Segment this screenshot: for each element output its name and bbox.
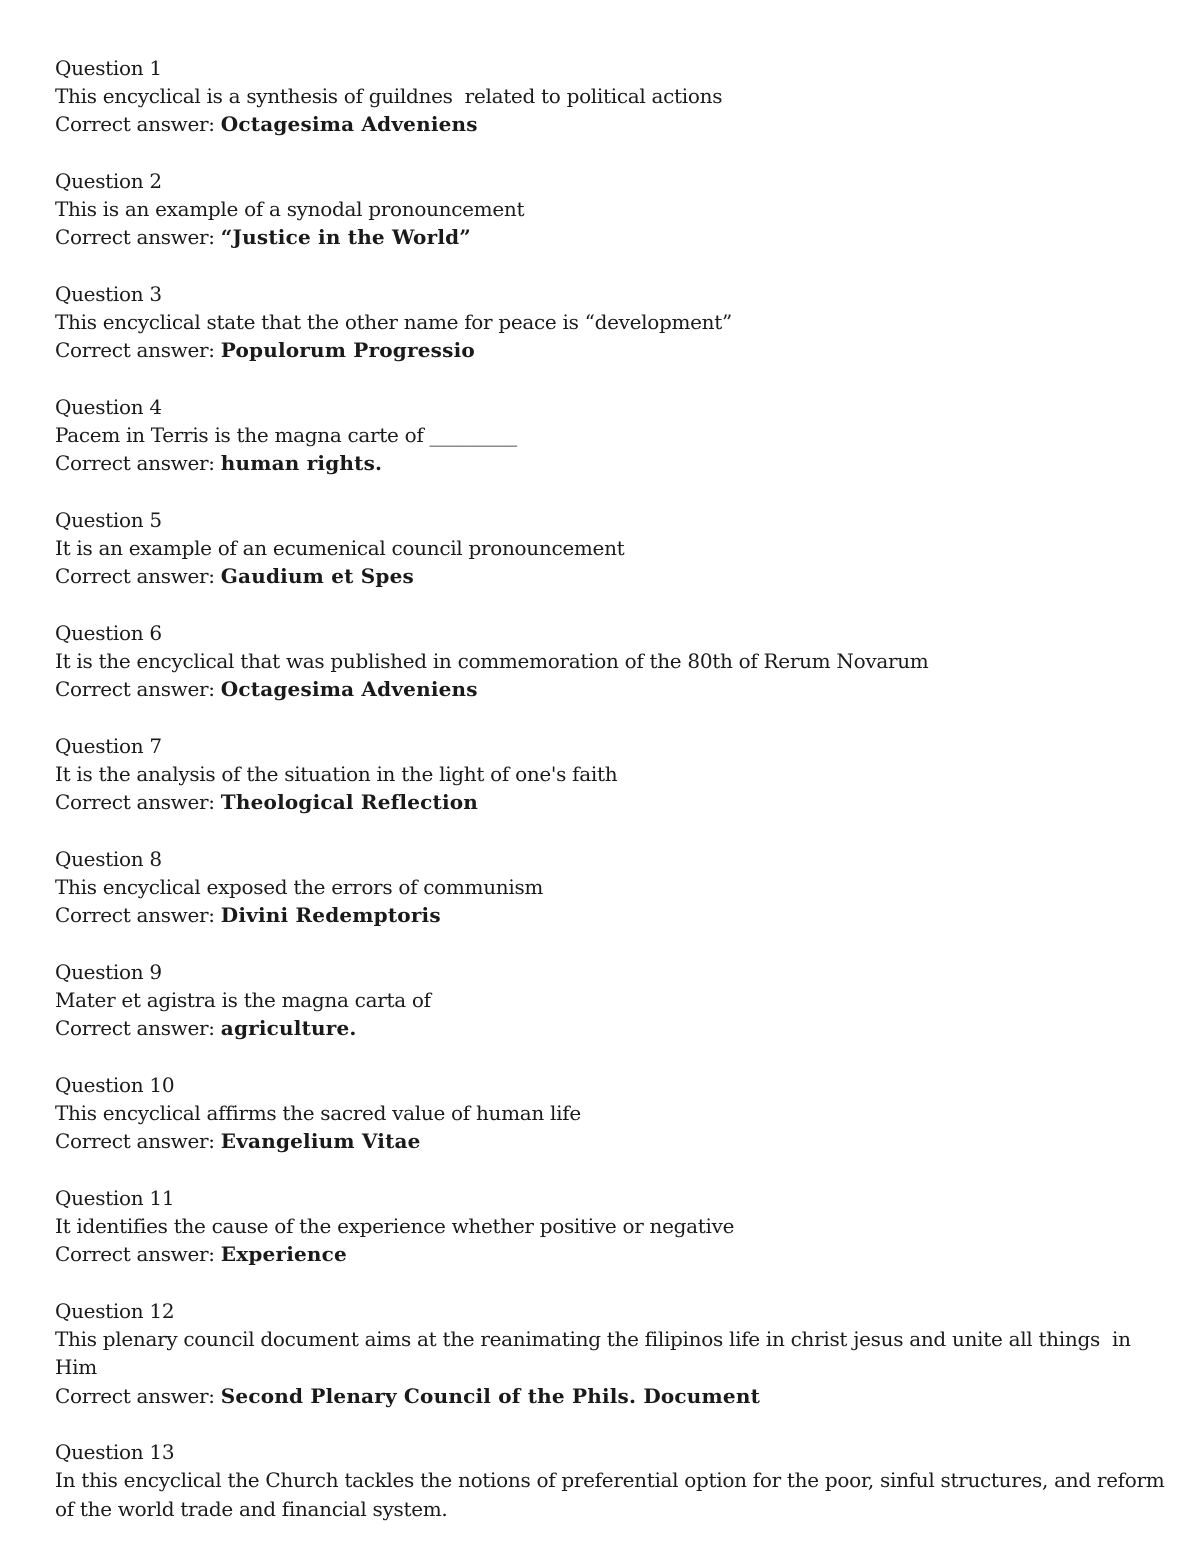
answer-value: Divini Redemptoris <box>220 903 441 928</box>
question-text: It is an example of an ecumenical council pronouncement <box>55 536 625 561</box>
question-text: This encyclical exposed the errors of communism <box>55 875 544 900</box>
question-block <box>55 280 1170 365</box>
question-text: Pacem in Terris is the magna carte of _________ <box>55 423 517 448</box>
answer-line <box>55 1014 1170 1042</box>
question-number: Question 1 <box>55 56 162 80</box>
question-text: This plenary council document aims at the reanimating the filipinos life in christ jesus and unite all things in Him <box>55 1327 1143 1380</box>
answer-line <box>55 336 1170 364</box>
question-text: This encyclical state that the other name for peace is “development” <box>55 310 732 335</box>
answer-prefix: Correct answer: <box>55 1383 221 1408</box>
answer-value: Second Plenary Council of the Phils. Document <box>220 1383 761 1408</box>
question-block <box>55 167 1170 252</box>
answer-value: Populorum Progressio <box>220 338 475 363</box>
question-block <box>55 1184 1170 1269</box>
answer-prefix: Correct answer: <box>55 677 221 702</box>
question-block <box>55 1438 1170 1523</box>
question-text: This encyclical is a synthesis of guildnes related to political actions <box>55 84 723 109</box>
question-number: Question 2 <box>55 169 162 193</box>
answer-prefix: Correct answer: <box>55 1016 221 1041</box>
question-number: Question 4 <box>55 395 162 419</box>
question-text: This encyclical affirms the sacred value of human life <box>55 1101 581 1126</box>
question-number: Question 12 <box>55 1299 175 1323</box>
answer-line <box>55 788 1170 816</box>
question-block <box>55 732 1170 817</box>
question-number: Question 7 <box>55 734 162 758</box>
answer-prefix: Correct answer: <box>55 564 221 589</box>
question-number: Question 3 <box>55 282 162 306</box>
answer-value: Evangelium Vitae <box>220 1129 421 1154</box>
question-text: It identifies the cause of the experience whether positive or negative <box>55 1214 735 1239</box>
question-text: It is the encyclical that was published in commemoration of the 80th of Rerum Novarum <box>55 649 929 674</box>
question-block <box>55 619 1170 704</box>
answer-value: Theological Reflection <box>220 790 479 815</box>
answer-line <box>55 562 1170 590</box>
question-number: Question 11 <box>55 1186 175 1210</box>
question-block <box>55 958 1170 1043</box>
question-number: Question 8 <box>55 847 162 871</box>
question-number: Question 9 <box>55 960 162 984</box>
answer-line <box>55 1240 1170 1268</box>
answer-prefix: Correct answer: <box>55 338 221 363</box>
answer-prefix: Correct answer: <box>55 903 221 928</box>
answer-prefix: Correct answer: <box>55 225 221 250</box>
answer-value: Octagesima Adveniens <box>220 112 478 137</box>
question-number: Question 6 <box>55 621 162 645</box>
question-list <box>55 54 1170 1551</box>
answer-prefix: Correct answer: <box>55 1129 221 1154</box>
answer-value: agriculture. <box>220 1016 357 1041</box>
answer-line <box>55 1382 1170 1410</box>
answer-value: human rights. <box>220 451 383 476</box>
answer-line <box>55 1127 1170 1155</box>
question-block <box>55 506 1170 591</box>
answer-value: Octagesima Adveniens <box>220 677 478 702</box>
answer-line <box>55 223 1170 251</box>
answer-line <box>55 901 1170 929</box>
question-block <box>55 1297 1170 1410</box>
answer-value: Gaudium et Spes <box>220 564 414 589</box>
answer-prefix: Correct answer: <box>55 790 221 815</box>
answer-line <box>55 110 1170 138</box>
answer-value: “Justice in the World” <box>220 225 472 250</box>
question-text: Mater et agistra is the magna carta of <box>55 988 431 1013</box>
answer-line <box>55 675 1170 703</box>
answer-line <box>55 449 1170 477</box>
question-number: Question 13 <box>55 1440 175 1465</box>
answer-value: Experience <box>220 1242 347 1267</box>
question-text: It is the analysis of the situation in the light of one's faith <box>55 762 618 787</box>
question-text: In this encyclical the Church tackles the notions of preferential option for the poor, sinful structures, and reform of the world trade and financial system. <box>55 1468 1171 1521</box>
question-block <box>55 54 1170 139</box>
question-block <box>55 393 1170 478</box>
question-number: Question 10 <box>55 1073 175 1097</box>
question-block <box>55 1071 1170 1156</box>
question-text: This is an example of a synodal pronouncement <box>55 197 525 222</box>
question-number: Question 5 <box>55 508 162 532</box>
answer-prefix: Correct answer: <box>55 451 221 476</box>
question-block <box>55 845 1170 930</box>
answer-prefix: Correct answer: <box>55 112 221 137</box>
answer-prefix: Correct answer: <box>55 1242 221 1267</box>
